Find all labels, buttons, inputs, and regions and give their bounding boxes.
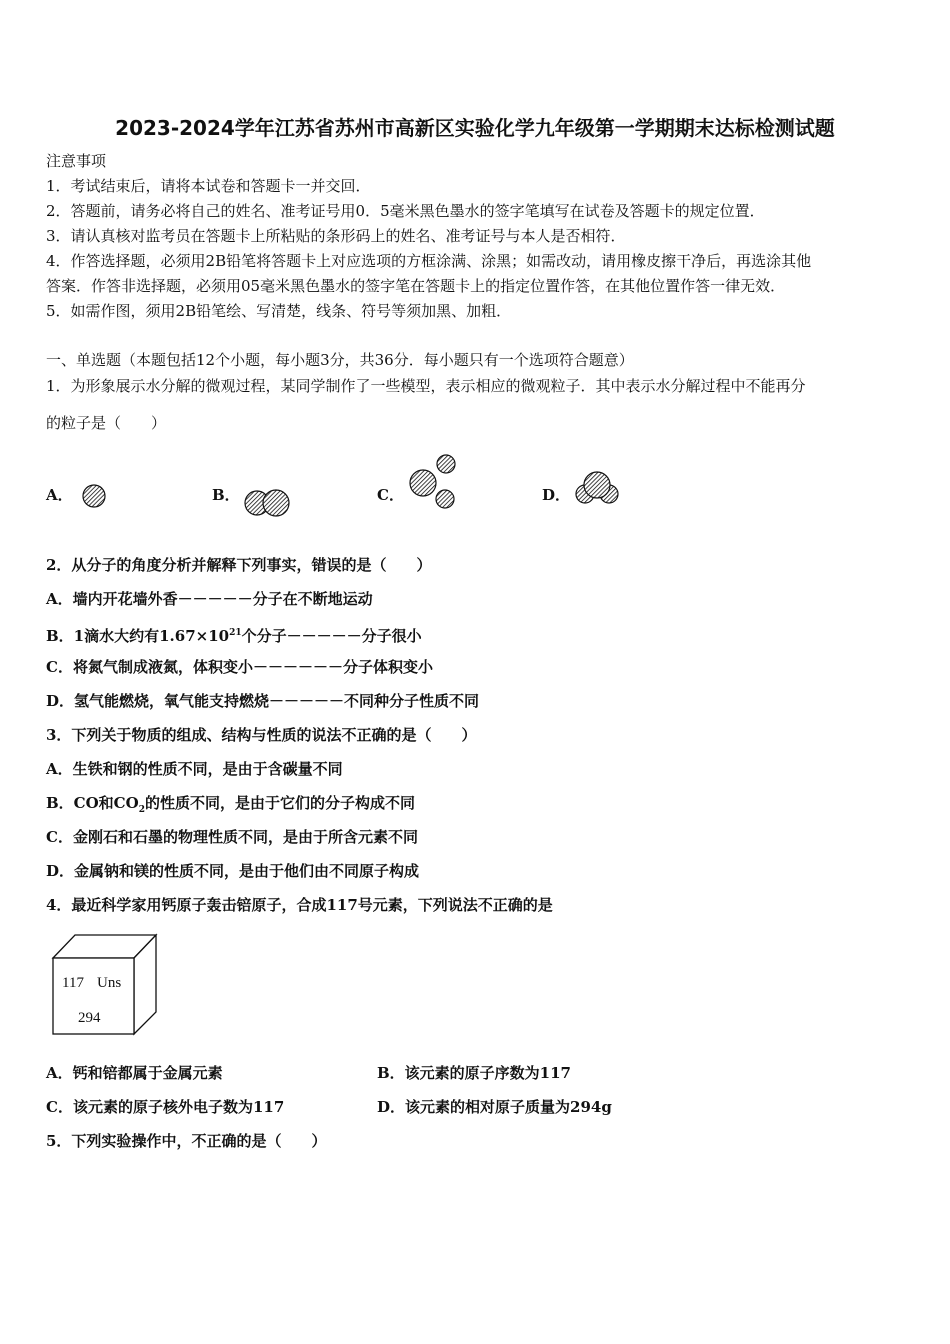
note-item: 2．答题前，请务必将自己的姓名、准考证号用0．5毫米黑色墨水的签字笔填写在试卷及答题卡的规定位置． — [46, 202, 765, 220]
element-mass: 294 — [78, 1010, 101, 1026]
q2-option-b-text: B．1滴水大约有1.67×10 — [46, 627, 230, 645]
note-item: 5．如需作图，须用2B铅笔绘、写清楚，线条、符号等须加黑、加粗． — [46, 302, 512, 320]
diatomic-molecule-model — [242, 486, 294, 520]
q2-option-c: C．将氮气制成液氮，体积变小－－－－－－分子体积变小 — [46, 658, 433, 676]
element-symbol: Uns — [97, 975, 122, 991]
water-molecule-model — [572, 468, 624, 508]
q1-stem-cont: 的粒子是（ ） — [46, 414, 167, 432]
q2-stem: 2．从分子的角度分析并解释下列事实，错误的是（ ） — [46, 556, 432, 574]
element-card — [48, 930, 160, 1038]
element-number: 117 — [62, 975, 84, 991]
note-item: 4．作答选择题，必须用2B铅笔将答题卡上对应选项的方框涂满、涂黑；如需改动，请用橡皮擦干净后，再选涂其他 — [46, 252, 812, 270]
notes-heading: 注意事项 — [46, 152, 107, 170]
q4-option-d: D．该元素的相对原子质量为294g — [377, 1098, 612, 1116]
q4-option-c: C．该元素的原子核外电子数为117 — [46, 1098, 285, 1116]
q3-option-a: A．生铁和钢的性质不同，是由于含碳量不同 — [46, 760, 343, 778]
note-item: 3．请认真核对监考员在答题卡上所粘贴的条形码上的姓名、准考证号与本人是否相符． — [46, 227, 626, 245]
q3-option-c: C．金刚石和石墨的物理性质不同，是由于所含元素不同 — [46, 828, 418, 846]
note-item: 答案．作答非选择题，必须用05毫米黑色墨水的签字笔在答题卡上的指定位置作答，在其他位置作答一律无效． — [46, 277, 786, 295]
q3-option-b-tail: 的性质不同，是由于它们的分子构成不同 — [144, 794, 415, 812]
q1-option-c-label: C． — [377, 486, 404, 504]
q2-option-d: D．氢气能燃烧，氧气能支持燃烧－－－－－不同种分子性质不同 — [46, 692, 480, 710]
separated-atoms-model — [404, 452, 464, 514]
q1-stem: 1．为形象展示水分解的微观过程，某同学制作了一些模型，表示相应的微观粒子．其中表示水分解过程中不能再分 — [46, 377, 806, 395]
section-heading: 一、单选题（本题包括12个小题，每小题3分，共36分．每小题只有一个选项符合题意） — [46, 351, 634, 369]
q3-option-b — [46, 793, 415, 820]
q1-option-d-label: D． — [542, 486, 571, 504]
q1-option-a-label: A． — [46, 486, 73, 504]
q3-stem: 3．下列关于物质的组成、结构与性质的说法不正确的是（ ） — [46, 726, 477, 744]
q3-option-b-subscript: 2 — [138, 805, 145, 815]
q4-option-a: A．钙和锫都属于金属元素 — [46, 1064, 223, 1082]
note-item: 1．考试结束后，请将本试卷和答题卡一并交回． — [46, 177, 371, 195]
q4-stem: 4．最近科学家用钙原子轰击锫原子，合成117号元素，下列说法不正确的是 — [46, 896, 553, 914]
q4-option-b: B．该元素的原子序数为117 — [377, 1064, 571, 1082]
q3-option-b-text: B．CO和CO — [46, 794, 139, 812]
q5-stem: 5．下列实验操作中，不正确的是（ ） — [46, 1132, 327, 1150]
q2-option-b — [46, 623, 422, 646]
q1-option-b-label: B． — [212, 486, 240, 504]
q2-option-a: A．墙内开花墙外香－－－－－分子在不断地运动 — [46, 590, 373, 608]
page-title: 2023-2024学年江苏省苏州市高新区实验化学九年级第一学期期末达标检测试题 — [115, 116, 835, 140]
q3-option-d: D．金属钠和镁的性质不同，是由于他们由不同原子构成 — [46, 862, 420, 880]
single-atom-model — [78, 482, 112, 510]
q2-option-b-exponent: 21 — [229, 628, 242, 638]
q2-option-b-tail: 个分子－－－－－分子很小 — [241, 627, 422, 645]
